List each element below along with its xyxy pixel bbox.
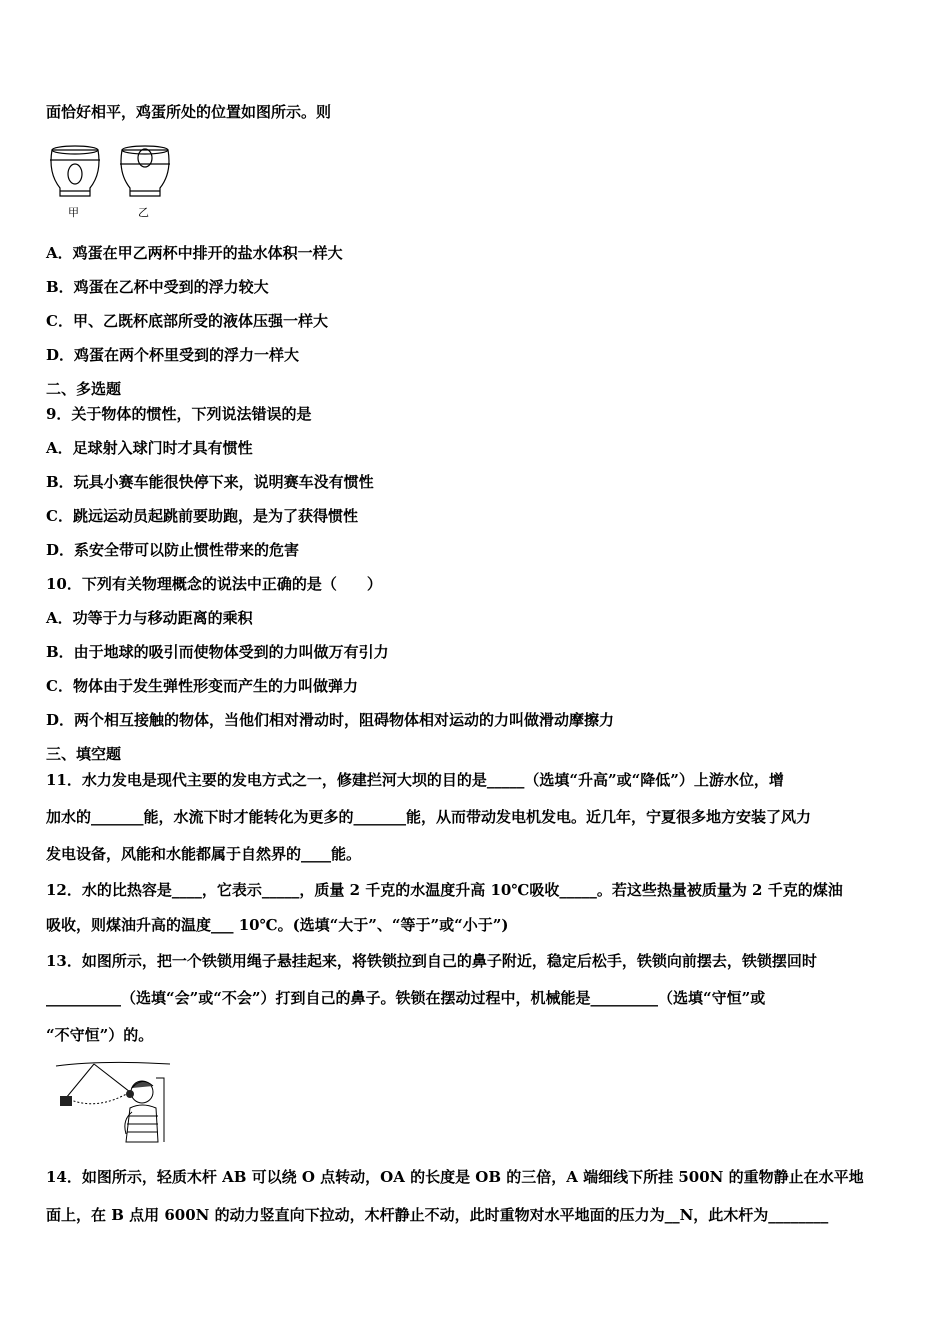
lock-swing-position [126,1090,134,1098]
q11-line-3: 发电设备，风能和水能都属于自然界的____能。 [46,845,362,863]
q8-option-c: C．甲、乙既杯底部所受的液体压强一样大 [46,312,328,330]
egg-cups-drawing [44,138,184,228]
ceiling-line [56,1062,170,1066]
rope-left [66,1064,94,1098]
q8-option-b: B．鸡蛋在乙杯中受到的浮力较大 [46,278,269,296]
q14-line-1: 14．如图所示，轻质木杆 AB 可以绕 O 点转动，OA 的长度是 OB 的三倍，A 端细线下所挂 500N 的重物静止在水平地 [46,1168,864,1186]
q10-option-c: C．物体由于发生弹性形变而产生的力叫做弹力 [46,677,358,695]
egg-a [68,164,82,184]
q9-option-a: A．足球射入球门时才具有惯性 [46,439,253,457]
q13-line-1: 13．如图所示，把一个铁锁用绳子悬挂起来，将铁锁拉到自己的鼻子附近，稳定后松手，铁锁向前摆去，铁锁摆回时 [46,952,817,970]
cup-a-label: 甲 [68,206,79,219]
cup-a [51,150,99,196]
q10-option-b: B．由于地球的吸引而使物体受到的力叫做万有引力 [46,643,389,661]
q12-line-1: 12．水的比热容是____，它表示_____，质量 2 千克的水温度升高 10℃吸收_____。若这些热量被质量为 2 千克的煤油 [46,881,843,899]
q8-option-d: D．鸡蛋在两个杯里受到的浮力一样大 [46,346,300,364]
q8-option-a: A．鸡蛋在甲乙两杯中排开的盐水体积一样大 [46,244,343,262]
q9-option-b: B．玩具小赛车能很快停下来，说明赛车没有惯性 [46,473,374,491]
q9-option-d: D．系安全带可以防止惯性带来的危害 [46,541,300,559]
pendulum-figure [52,1058,172,1144]
q14-line-2: 面上，在 B 点用 600N 的动力竖直向下拉动，木杆静止不动，此时重物对水平地面的压力为__N，此木杆为________ [46,1206,829,1224]
section-fill-blank: 三、填空题 [46,745,122,763]
lock-body [60,1096,72,1106]
rope-right [94,1064,130,1092]
cup-b-label: 乙 [138,206,149,219]
q11-line-1: 11．水力发电是现代主要的发电方式之一，修建拦河大坝的目的是_____（选填“升高”或“降低”）上游水位，增 [46,771,784,789]
section-multiple-choice: 二、多选题 [46,380,122,398]
q9-stem: 9．关于物体的惯性，下列说法错误的是 [46,405,312,423]
q13-line-2: __________（选填“会”或“不会”）打到自己的鼻子。铁锁在摆动过程中，机械能是_________（选填“守恒”或 [46,989,766,1007]
cup-b [121,150,169,196]
q8-intro: 面恰好相平，鸡蛋所处的位置如图所示。则 [46,103,332,121]
q9-option-c: C．跳远运动员起跳前要助跑，是为了获得惯性 [46,507,358,525]
q10-stem: 10．下列有关物理概念的说法中正确的是（ ） [46,575,382,593]
egg-cups-figure [44,138,184,228]
pendulum-drawing [52,1058,172,1144]
q10-option-d: D．两个相互接触的物体，当他们相对滑动时，阻碍物体相对运动的力叫做滑动摩擦力 [46,711,615,729]
q13-line-3: “不守恒”）的。 [46,1026,154,1044]
swing-arc [66,1092,130,1104]
q11-line-2: 加水的_______能，水流下时才能转化为更多的_______能，从而带动发电机发电。近几年，宁夏很多地方安装了风力 [46,808,812,826]
q12-line-2: 吸收，则煤油升高的温度___ 10℃。(选填“大于”、“等于”或“小于”) [46,916,509,934]
q10-option-a: A．功等于力与移动距离的乘积 [46,609,253,627]
person-hair [132,1081,153,1088]
